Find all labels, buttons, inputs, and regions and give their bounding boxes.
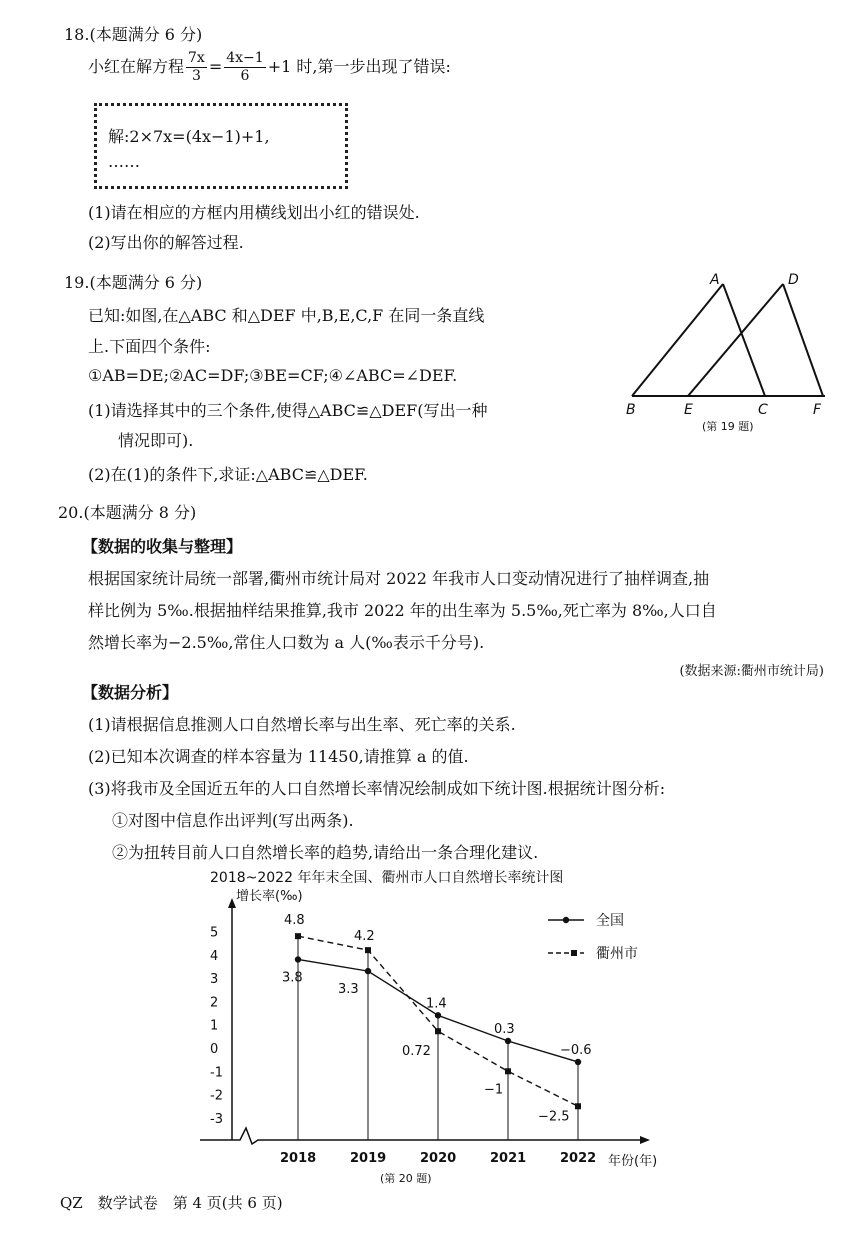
q20-para2: 样比例为 5‰.根据抽样结果推算,我市 2022 年的出生率为 5.5‰,死亡率为 8‰,人口自 xyxy=(88,601,717,620)
q20-section-analysis: 【数据分析】 xyxy=(82,683,179,702)
q18-frac2-num: 4x−1 xyxy=(226,50,264,66)
q18-stem-after: +1 时,第一步出现了错误: xyxy=(267,57,451,76)
q19-line2: 上.下面四个条件: xyxy=(88,337,211,356)
q20-para1: 根据国家统计局统一部署,衢州市统计局对 2022 年我市人口变动情况进行了抽样调查,抽 xyxy=(88,569,710,588)
y-tick-label: -1 xyxy=(210,1065,223,1081)
label-B: B xyxy=(626,402,636,418)
legend-label: 衢州市 xyxy=(596,946,638,962)
label-E: E xyxy=(684,402,693,418)
y-tick-label: 2 xyxy=(210,995,219,1011)
q20-section-collect: 【数据的收集与整理】 xyxy=(82,537,243,556)
q19-caption: (第 19 题) xyxy=(702,420,754,433)
data-point xyxy=(295,933,301,939)
q18-frac2 xyxy=(224,50,265,85)
data-point xyxy=(505,1038,511,1044)
q18-part1: (1)请在相应的方框内用横线划出小红的错误处. xyxy=(88,203,420,222)
data-label: 4.8 xyxy=(284,913,305,929)
q18-equals: = xyxy=(208,57,223,76)
q19-part1b: 情况即可). xyxy=(118,431,194,450)
side-AC xyxy=(723,284,765,396)
data-point xyxy=(365,968,371,974)
q20-q2: (2)已知本次调查的样本容量为 11450,请推算 a 的值. xyxy=(88,747,469,766)
data-label: 1.4 xyxy=(426,996,447,1012)
data-label: −2.5 xyxy=(538,1109,570,1125)
q20-q1: (1)请根据信息推测人口自然增长率与出生率、死亡率的关系. xyxy=(88,715,516,734)
q19-part1a: (1)请选择其中的三个条件,使得△ABC≌△DEF(写出一种 xyxy=(88,401,488,420)
q18-part2: (2)写出你的解答过程. xyxy=(88,233,244,252)
q19-line1: 已知:如图,在△ABC 和△DEF 中,B,E,C,F 在同一条直线 xyxy=(88,306,485,325)
x-axis-arrow xyxy=(640,1136,650,1144)
y-tick-label: 0 xyxy=(210,1042,219,1057)
chart-legend xyxy=(548,913,638,962)
q20-q3a: ①对图中信息作出评判(写出两条). xyxy=(112,811,354,830)
data-label: 3.3 xyxy=(338,982,359,998)
y-axis-arrow xyxy=(228,898,236,908)
data-label: 4.2 xyxy=(354,929,375,945)
data-point xyxy=(295,956,301,962)
q19-header: 19.(本题满分 6 分) xyxy=(64,273,203,292)
x-tick-label: 2019 xyxy=(350,1151,387,1166)
q18-stem xyxy=(88,50,451,85)
side-DF xyxy=(783,284,823,396)
data-point xyxy=(435,1028,441,1034)
side-DE xyxy=(688,284,783,396)
data-point xyxy=(575,1103,581,1109)
q20-header: 20.(本题满分 8 分) xyxy=(58,503,197,522)
q18-frac1 xyxy=(186,50,207,85)
x-tick-label: 2018 xyxy=(280,1151,317,1166)
data-point xyxy=(505,1068,511,1074)
q20-q3b: ②为扭转目前人口自然增长率的趋势,请给出一条合理化建议. xyxy=(112,843,539,862)
label-D: D xyxy=(788,272,799,288)
q18-frac1-den: 3 xyxy=(191,68,201,84)
chart-body xyxy=(200,898,650,1166)
q18-frac2-den: 6 xyxy=(240,68,250,84)
q20-q3: (3)将我市及全国近五年的人口自然增长率情况绘制成如下统计图.根据统计图分析: xyxy=(88,779,666,798)
x-axis xyxy=(200,1128,640,1144)
y-tick-label: 3 xyxy=(210,972,219,988)
y-tick-label: -2 xyxy=(210,1088,223,1104)
q18-box-line2: …… xyxy=(108,152,140,171)
y-tick-label: 1 xyxy=(210,1018,219,1034)
data-label: −0.6 xyxy=(560,1042,592,1058)
data-point xyxy=(435,1012,441,1018)
q19-part2: (2)在(1)的条件下,求证:△ABC≌△DEF. xyxy=(88,465,368,484)
x-tick-label: 2020 xyxy=(420,1151,457,1166)
q20-para3: 然增长率为−2.5‰,常住人口数为 a 人(‰表示千分号). xyxy=(88,633,485,652)
page-footer: QZ 数学试卷 第 4 页(共 6 页) xyxy=(60,1194,283,1212)
q18-box-line1: 解:2×7x=(4x−1)+1, xyxy=(108,127,270,146)
side-AB xyxy=(632,284,723,396)
data-label: 0.3 xyxy=(494,1022,515,1038)
legend-label: 全国 xyxy=(596,913,624,929)
growth-rate-chart xyxy=(200,862,700,1188)
chart-xlabel: 年份(年) xyxy=(608,1154,658,1169)
label-C: C xyxy=(758,402,768,418)
data-label: −1 xyxy=(484,1082,504,1098)
q20-source: (数据来源:衢州市统计局) xyxy=(679,664,824,679)
label-F: F xyxy=(813,402,822,418)
q19-conditions: ①AB=DE;②AC=DF;③BE=CF;④∠ABC=∠DEF. xyxy=(88,366,458,385)
chart-caption: (第 20 题) xyxy=(380,1172,432,1185)
label-A: A xyxy=(710,272,720,288)
data-label: 3.8 xyxy=(282,970,303,986)
q18-stem-before: 小红在解方程 xyxy=(88,57,185,76)
y-tick-label: 4 xyxy=(210,948,219,964)
data-label: 0.72 xyxy=(402,1044,431,1060)
y-tick-label: 5 xyxy=(210,925,219,941)
data-point xyxy=(365,947,371,953)
chart-ylabel: 增长率(‰) xyxy=(236,889,303,904)
legend-marker xyxy=(571,950,577,956)
y-tick-label: -3 xyxy=(210,1111,223,1127)
x-tick-label: 2021 xyxy=(490,1151,527,1166)
data-point xyxy=(575,1059,581,1065)
q18-frac1-num: 7x xyxy=(188,50,205,66)
x-tick-label: 2022 xyxy=(560,1151,597,1166)
q19-figure xyxy=(620,268,840,438)
legend-marker xyxy=(563,917,569,923)
q18-header: 18.(本题满分 6 分) xyxy=(64,25,203,44)
chart-title: 2018~2022 年年末全国、衢州市人口自然增长率统计图 xyxy=(210,870,564,886)
